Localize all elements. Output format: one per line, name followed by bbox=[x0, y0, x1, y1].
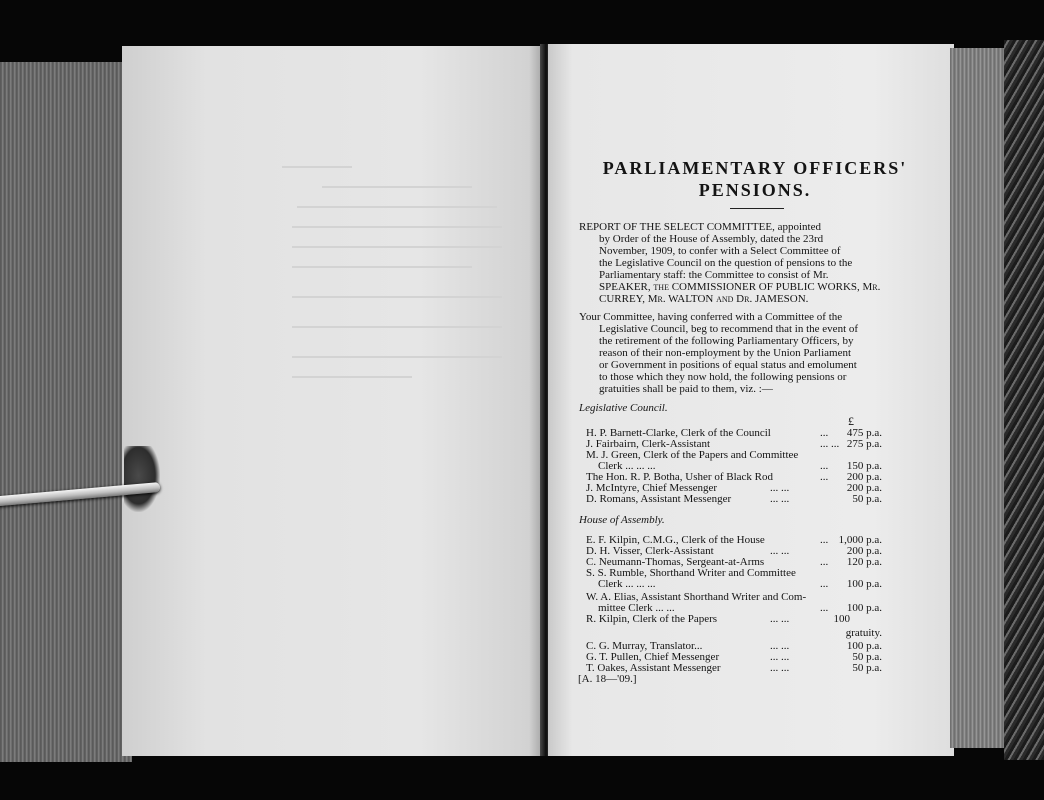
body-line: or Government in positions of equal status and emolument bbox=[599, 359, 857, 371]
title-rule bbox=[730, 208, 784, 209]
pension-row: M. J. Green, Clerk of the Papers and Committee bbox=[586, 449, 799, 461]
pension-row: mittee Clerk ... ... ... 100 p.a. bbox=[598, 602, 882, 614]
pension-row: J. McIntyre, Chief Messenger ... ... 200 p.a. bbox=[586, 482, 882, 494]
page-title-line-1: PARLIAMENTARY OFFICERS' bbox=[602, 158, 908, 178]
pension-row: H. P. Barnett-Clarke, Clerk of the Council ... 475 p.a. bbox=[586, 427, 882, 439]
pension-row: S. S. Rumble, Shorthand Writer and Committee bbox=[586, 567, 796, 579]
report-line: by Order of the House of Assembly, dated the 23rd bbox=[599, 233, 824, 245]
body-line: Your Committee, having conferred with a Committee of the bbox=[579, 311, 843, 323]
body-line: gratuities shall be paid to them, viz. :— bbox=[599, 383, 773, 395]
pension-row: T. Oakes, Assistant Messenger ... ... 50 p.a. bbox=[586, 662, 882, 674]
pension-row: Clerk ... ... ... ... 100 p.a. bbox=[598, 578, 882, 590]
right-page-edges bbox=[950, 48, 1012, 748]
report-line: CURREY, Mr. WALTON and Dr. JAMESON. bbox=[599, 293, 809, 305]
report-line: November, 1909, to confer with a Select Committee of bbox=[599, 245, 841, 257]
report-line: Parliamentary staff: the Committee to consist of Mr. bbox=[599, 269, 829, 281]
pension-row: E. F. Kilpin, C.M.G., Clerk of the House ... 1,000 p.a. bbox=[586, 534, 882, 546]
currency-symbol: £ bbox=[848, 414, 854, 428]
pension-row: C. Neumann-Thomas, Sergeant-at-Arms ... 120 p.a. bbox=[586, 556, 882, 568]
pension-row: Clerk ... ... ... ... 150 p.a. bbox=[598, 460, 882, 472]
thumb-shadow bbox=[124, 446, 160, 512]
document-reference: [A. 18—'09.] bbox=[578, 673, 637, 685]
pension-row: C. G. Murray, Translator... ... ... 100 p.a. bbox=[586, 640, 882, 652]
section-heading-house-of-assembly: House of Assembly. bbox=[579, 514, 665, 526]
pension-row: R. Kilpin, Clerk of the Papers ... ... 100 bbox=[586, 613, 850, 625]
body-line: to those which they now hold, the following pensions or bbox=[599, 371, 847, 383]
pension-row: J. Fairbairn, Clerk-Assistant ... ... 275 p.a. bbox=[586, 438, 882, 450]
left-page-edges bbox=[0, 62, 132, 762]
page-title-line-2: PENSIONS. bbox=[698, 180, 812, 200]
pension-row: W. A. Elias, Assistant Shorthand Writer and Com- bbox=[586, 591, 807, 603]
pension-row: gratuity. bbox=[845, 627, 882, 639]
report-line: SPEAKER, the COMMISSIONER OF PUBLIC WORKS, Mr. bbox=[599, 281, 881, 293]
pension-row: D. H. Visser, Clerk-Assistant ... ... 200 p.a. bbox=[586, 545, 882, 557]
body-line: the retirement of the following Parliamentary Officers, by bbox=[599, 335, 854, 347]
report-line: REPORT OF THE SELECT COMMITTEE, appointed bbox=[579, 221, 821, 233]
marbled-cover bbox=[1004, 40, 1044, 760]
pension-row: D. Romans, Assistant Messenger ... ... 50 p.a. bbox=[586, 493, 882, 505]
body-line: Legislative Council, beg to recommend that in the event of bbox=[599, 323, 859, 335]
pension-row: G. T. Pullen, Chief Messenger ... ... 50 p.a. bbox=[586, 651, 882, 663]
body-line: reason of their non-employment by the Union Parliament bbox=[599, 347, 852, 359]
section-heading-legislative-council: Legislative Council. bbox=[579, 402, 668, 414]
report-line: the Legislative Council on the question of pensions to the bbox=[599, 257, 853, 269]
left-page bbox=[122, 46, 546, 756]
pension-row: The Hon. R. P. Botha, Usher of Black Rod ... 200 p.a. bbox=[586, 471, 882, 483]
